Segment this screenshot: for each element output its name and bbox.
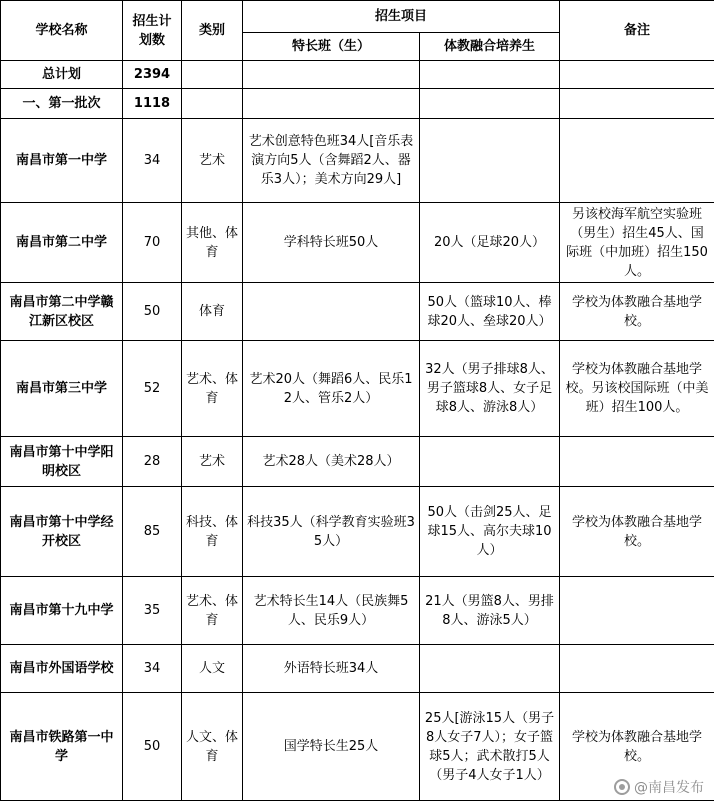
watermark-logo-icon (614, 779, 630, 795)
header-plan: 招生计划数 (123, 1, 182, 61)
category: 艺术、体育 (182, 341, 243, 437)
table-row (1, 203, 714, 283)
batch-label: 一、第一批次 (1, 89, 123, 119)
notes: 学校为体教融合基地学校。 (560, 693, 714, 801)
category: 艺术 (182, 119, 243, 203)
plan-count: 34 (123, 119, 182, 203)
notes: 另该校海军航空实验班（男生）招生45人、国际班（中加班）招生150人。 (560, 203, 714, 283)
plan-count: 70 (123, 203, 182, 283)
empty-cell (182, 89, 243, 119)
total-value: 2394 (123, 61, 182, 89)
plan-count: 85 (123, 487, 182, 577)
specialty-class: 科技35人（科学教育实验班35人） (243, 487, 420, 577)
school-name: 南昌市第一中学 (1, 119, 123, 203)
total-label: 总计划 (1, 61, 123, 89)
sports-training: 32人（男子排球8人、男子篮球8人、女子足球8人、游泳8人） (420, 341, 560, 437)
notes (560, 645, 714, 693)
school-name: 南昌市第十中学经开校区 (1, 487, 123, 577)
category: 人文、体育 (182, 693, 243, 801)
table-row (1, 437, 714, 487)
specialty-class (243, 283, 420, 341)
header-row-top (1, 1, 714, 33)
notes: 学校为体教融合基地学校。 (560, 487, 714, 577)
category: 人文 (182, 645, 243, 693)
header-school-name: 学校名称 (1, 1, 123, 61)
header-specialty: 特长班（生） (243, 33, 420, 61)
school-name: 南昌市第十中学阳明校区 (1, 437, 123, 487)
school-name: 南昌市第二中学赣江新区校区 (1, 283, 123, 341)
watermark-text: @南昌发布 (634, 780, 704, 796)
sports-training (420, 119, 560, 203)
header-projects: 招生项目 (243, 1, 560, 33)
specialty-class: 艺术特长生14人（民族舞5人、民乐9人） (243, 577, 420, 645)
empty-cell (560, 89, 714, 119)
school-name: 南昌市第十九中学 (1, 577, 123, 645)
empty-cell (182, 61, 243, 89)
total-row (1, 61, 714, 89)
specialty-class: 艺术20人（舞蹈6人、民乐12人、管乐2人） (243, 341, 420, 437)
category: 艺术、体育 (182, 577, 243, 645)
header-sports: 体教融合培养生 (420, 33, 560, 61)
specialty-class: 学科特长班50人 (243, 203, 420, 283)
school-name: 南昌市铁路第一中学 (1, 693, 123, 801)
notes: 学校为体教融合基地学校。 (560, 283, 714, 341)
table-row (1, 693, 714, 801)
sports-training: 21人（男篮8人、男排8人、游泳5人） (420, 577, 560, 645)
plan-count: 28 (123, 437, 182, 487)
specialty-class: 外语特长班34人 (243, 645, 420, 693)
table-row (1, 119, 714, 203)
plan-count: 35 (123, 577, 182, 645)
notes: 学校为体教融合基地学校。另该校国际班（中美班）招生100人。 (560, 341, 714, 437)
category: 体育 (182, 283, 243, 341)
sports-training: 20人（足球20人） (420, 203, 560, 283)
sports-training (420, 437, 560, 487)
sports-training: 50人（击剑25人、足球15人、高尔夫球10人） (420, 487, 560, 577)
sports-training (420, 645, 560, 693)
sports-training: 25人[游泳15人（男子8人女子7人）；女子篮球5人；武术散打5人（男子4人女子1人） (420, 693, 560, 801)
empty-cell (243, 61, 420, 89)
school-name: 南昌市第二中学 (1, 203, 123, 283)
header-notes: 备注 (560, 1, 714, 61)
empty-cell (420, 61, 560, 89)
table-row (1, 645, 714, 693)
plan-count: 50 (123, 693, 182, 801)
category: 其他、体育 (182, 203, 243, 283)
batch-value: 1118 (123, 89, 182, 119)
school-name: 南昌市外国语学校 (1, 645, 123, 693)
empty-cell (243, 89, 420, 119)
plan-count: 34 (123, 645, 182, 693)
table-row (1, 487, 714, 577)
batch-row (1, 89, 714, 119)
empty-cell (420, 89, 560, 119)
specialty-class: 国学特长生25人 (243, 693, 420, 801)
plan-count: 52 (123, 341, 182, 437)
category: 艺术 (182, 437, 243, 487)
sports-training: 50人（篮球10人、棒球20人、垒球20人） (420, 283, 560, 341)
table-row (1, 577, 714, 645)
specialty-class: 艺术创意特色班34人[音乐表演方向5人（含舞蹈2人、器乐3人）；美术方向29人] (243, 119, 420, 203)
table-row (1, 283, 714, 341)
category: 科技、体育 (182, 487, 243, 577)
notes (560, 119, 714, 203)
header-category: 类别 (182, 1, 243, 61)
specialty-class: 艺术28人（美术28人） (243, 437, 420, 487)
notes (560, 437, 714, 487)
table-row (1, 341, 714, 437)
plan-count: 50 (123, 283, 182, 341)
watermark (614, 777, 704, 797)
school-name: 南昌市第三中学 (1, 341, 123, 437)
empty-cell (560, 61, 714, 89)
notes (560, 577, 714, 645)
